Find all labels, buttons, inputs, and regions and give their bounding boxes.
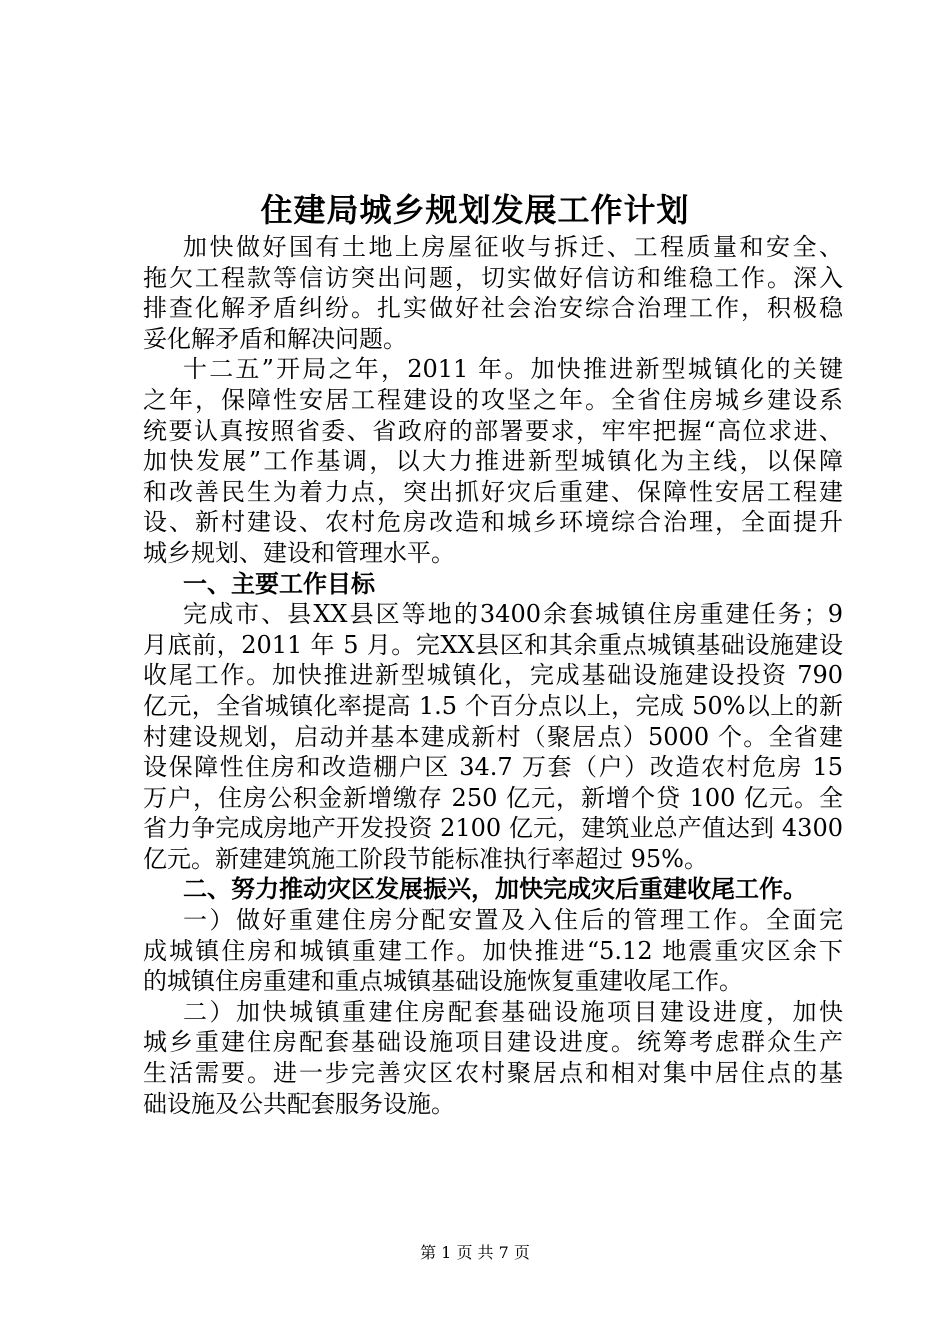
paragraph-line: 二）加快城镇重建住房配套基础设施项目建设进度，加快 xyxy=(183,997,843,1026)
paragraph-line: 加快发展”工作基调，以大力推进新型城镇化为主线，以保障 xyxy=(143,447,843,476)
paragraph-line: 和改善民生为着力点，突出抓好灾后重建、保障性安居工程建 xyxy=(143,477,843,506)
document-body xyxy=(143,232,843,1119)
paragraph-line: 月底前，2011 年 5 月。完XX县区和其余重点城镇基础设施建设 xyxy=(143,630,843,659)
paragraph-line: 完成市、县XX县区等地的3400余套城镇住房重建任务；9 xyxy=(183,600,843,629)
paragraph-line: 的城镇住房重建和重点城镇基础设施恢复重建收尾工作。 xyxy=(143,967,743,996)
paragraph-line: 亿元，全省城镇化率提高 1.5 个百分点以上，完成 50%以上的新 xyxy=(143,691,843,720)
paragraph-line: 城乡规划、建设和管理水平。 xyxy=(143,538,455,567)
paragraph-line: 统要认真按照省委、省政府的部署要求，牢牢把握“高位求进、 xyxy=(143,416,843,445)
paragraph-line: 设保障性住房和改造棚户区 34.7 万套（户）改造农村危房 15 xyxy=(143,753,843,782)
paragraph-line: 之年，保障性安居工程建设的攻坚之年。全省住房城乡建设系 xyxy=(143,385,843,414)
section-heading: 二、努力推动灾区发展振兴，加快完成灾后重建收尾工作。 xyxy=(183,875,807,904)
paragraph-line: 加快做好国有土地上房屋征收与拆迁、工程质量和安全、 xyxy=(183,233,843,261)
paragraph-line: 省力争完成房地产开发投资 2100 亿元，建筑业总产值达到 4300 xyxy=(143,814,843,843)
paragraph-line: 十二五”开局之年，2011 年。加快推进新型城镇化的关键 xyxy=(183,355,843,384)
paragraph-line: 万户，住房公积金新增缴存 250 亿元，新增个贷 100 亿元。全 xyxy=(143,783,843,812)
paragraph-line: 拖欠工程款等信访突出问题，切实做好信访和维稳工作。深入 xyxy=(143,263,843,292)
paragraph-line: 妥化解矛盾和解决问题。 xyxy=(143,324,407,353)
paragraph-line: 一）做好重建住房分配安置及入住后的管理工作。全面完 xyxy=(183,906,843,935)
paragraph-line: 亿元。新建建筑施工阶段节能标准执行率超过 95%。 xyxy=(143,844,708,873)
section-heading: 一、主要工作目标 xyxy=(183,569,375,598)
paragraph-line: 村建设规划，启动并基本建成新村（聚居点）5000 个。全省建 xyxy=(143,722,843,751)
paragraph-line: 生活需要。进一步完善灾区农村聚居点和相对集中居住点的基 xyxy=(143,1059,843,1088)
paragraph-line: 排查化解矛盾纠纷。扎实做好社会治安综合治理工作，积极稳 xyxy=(143,294,843,323)
document-title: 住建局城乡规划发展工作计划 xyxy=(260,191,690,229)
paragraph-line: 设、新村建设、农村危房改造和城乡环境综合治理，全面提升 xyxy=(143,508,843,537)
paragraph-line: 础设施及公共配套服务设施。 xyxy=(143,1089,455,1118)
paragraph-line: 成城镇住房和城镇重建工作。加快推进“5.12 地震重灾区余下 xyxy=(143,936,843,965)
page-number-footer: 第 1 页 共 7 页 xyxy=(420,1243,530,1262)
paragraph-line: 收尾工作。加快推进新型城镇化，完成基础设施建设投资 790 xyxy=(143,661,843,690)
paragraph-line: 城乡重建住房配套基础设施项目建设进度。统筹考虑群众生产 xyxy=(143,1028,843,1057)
